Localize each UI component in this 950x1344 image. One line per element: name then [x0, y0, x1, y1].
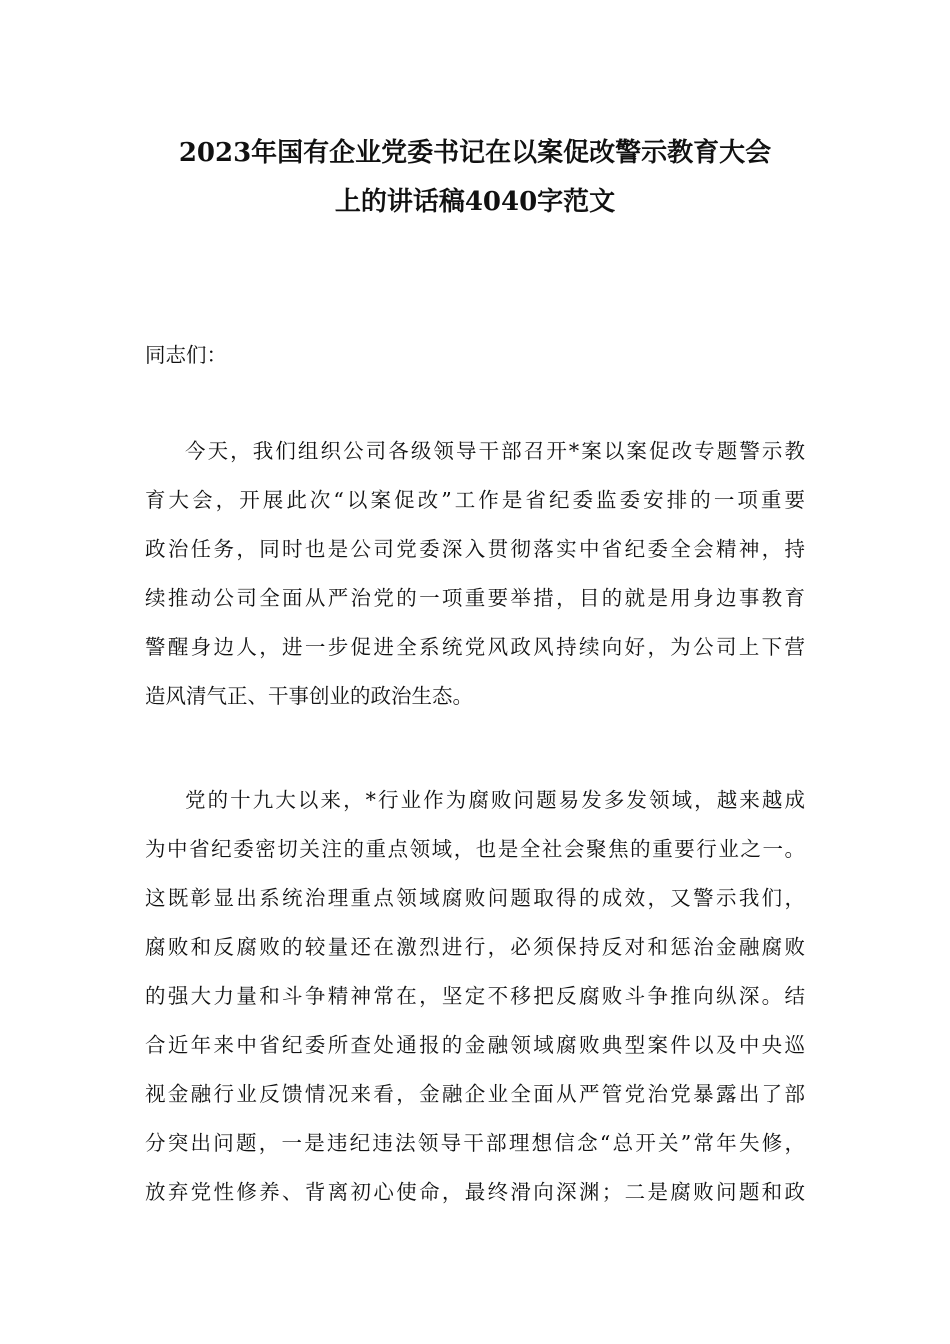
paragraph-1-line-5: 警醒身边人，进一步促进全系统党风政风持续向好，为公司上下营: [145, 635, 805, 659]
paragraph-2-line-9: 放弃党性修养、背离初心使命，最终滑向深渊；二是腐败问题和政: [145, 1180, 805, 1204]
document-title-line-1: 2023年国有企业党委书记在以案促改警示教育大会: [178, 138, 772, 168]
paragraph-2-line-7: 视金融行业反馈情况来看，金融企业全面从严管党治党暴露出了部: [145, 1082, 805, 1106]
salutation: 同志们：: [145, 343, 227, 367]
document-title-line-2: 上的讲话稿4040字范文: [334, 187, 616, 217]
paragraph-2-line-4: 腐败和反腐败的较量还在激烈进行，必须保持反对和惩治金融腐败: [145, 935, 805, 959]
paragraph-2-line-8: 分突出问题，一是违纪违法领导干部理想信念“总开关”常年失修，: [145, 1131, 805, 1155]
paragraph-2-line-2: 为中省纪委密切关注的重点领域，也是全社会聚焦的重要行业之一。: [145, 837, 805, 861]
paragraph-2-line-6: 合近年来中省纪委所查处通报的金融领域腐败典型案件以及中央巡: [145, 1033, 805, 1057]
paragraph-1-line-2: 育大会，开展此次“以案促改”工作是省纪委监委安排的一项重要: [145, 488, 805, 512]
paragraph-1-line-6: 造风清气正、干事创业的政治生态。: [145, 684, 473, 708]
paragraph-1-line-3: 政治任务，同时也是公司党委深入贯彻落实中省纪委全会精神，持: [145, 537, 805, 561]
paragraph-1-line-4: 续推动公司全面从严治党的一项重要举措，目的就是用身边事教育: [145, 586, 805, 610]
paragraph-2-line-5: 的强大力量和斗争精神常在，坚定不移把反腐败斗争推向纵深。结: [145, 984, 805, 1008]
paragraph-2-line-1: 党的十九大以来，*行业作为腐败问题易发多发领域，越来越成: [185, 788, 805, 812]
paragraph-1-line-1: 今天，我们组织公司各级领导干部召开*案以案促改专题警示教: [185, 439, 805, 463]
paragraph-2-line-3: 这既彰显出系统治理重点领域腐败问题取得的成效，又警示我们，: [145, 886, 805, 910]
